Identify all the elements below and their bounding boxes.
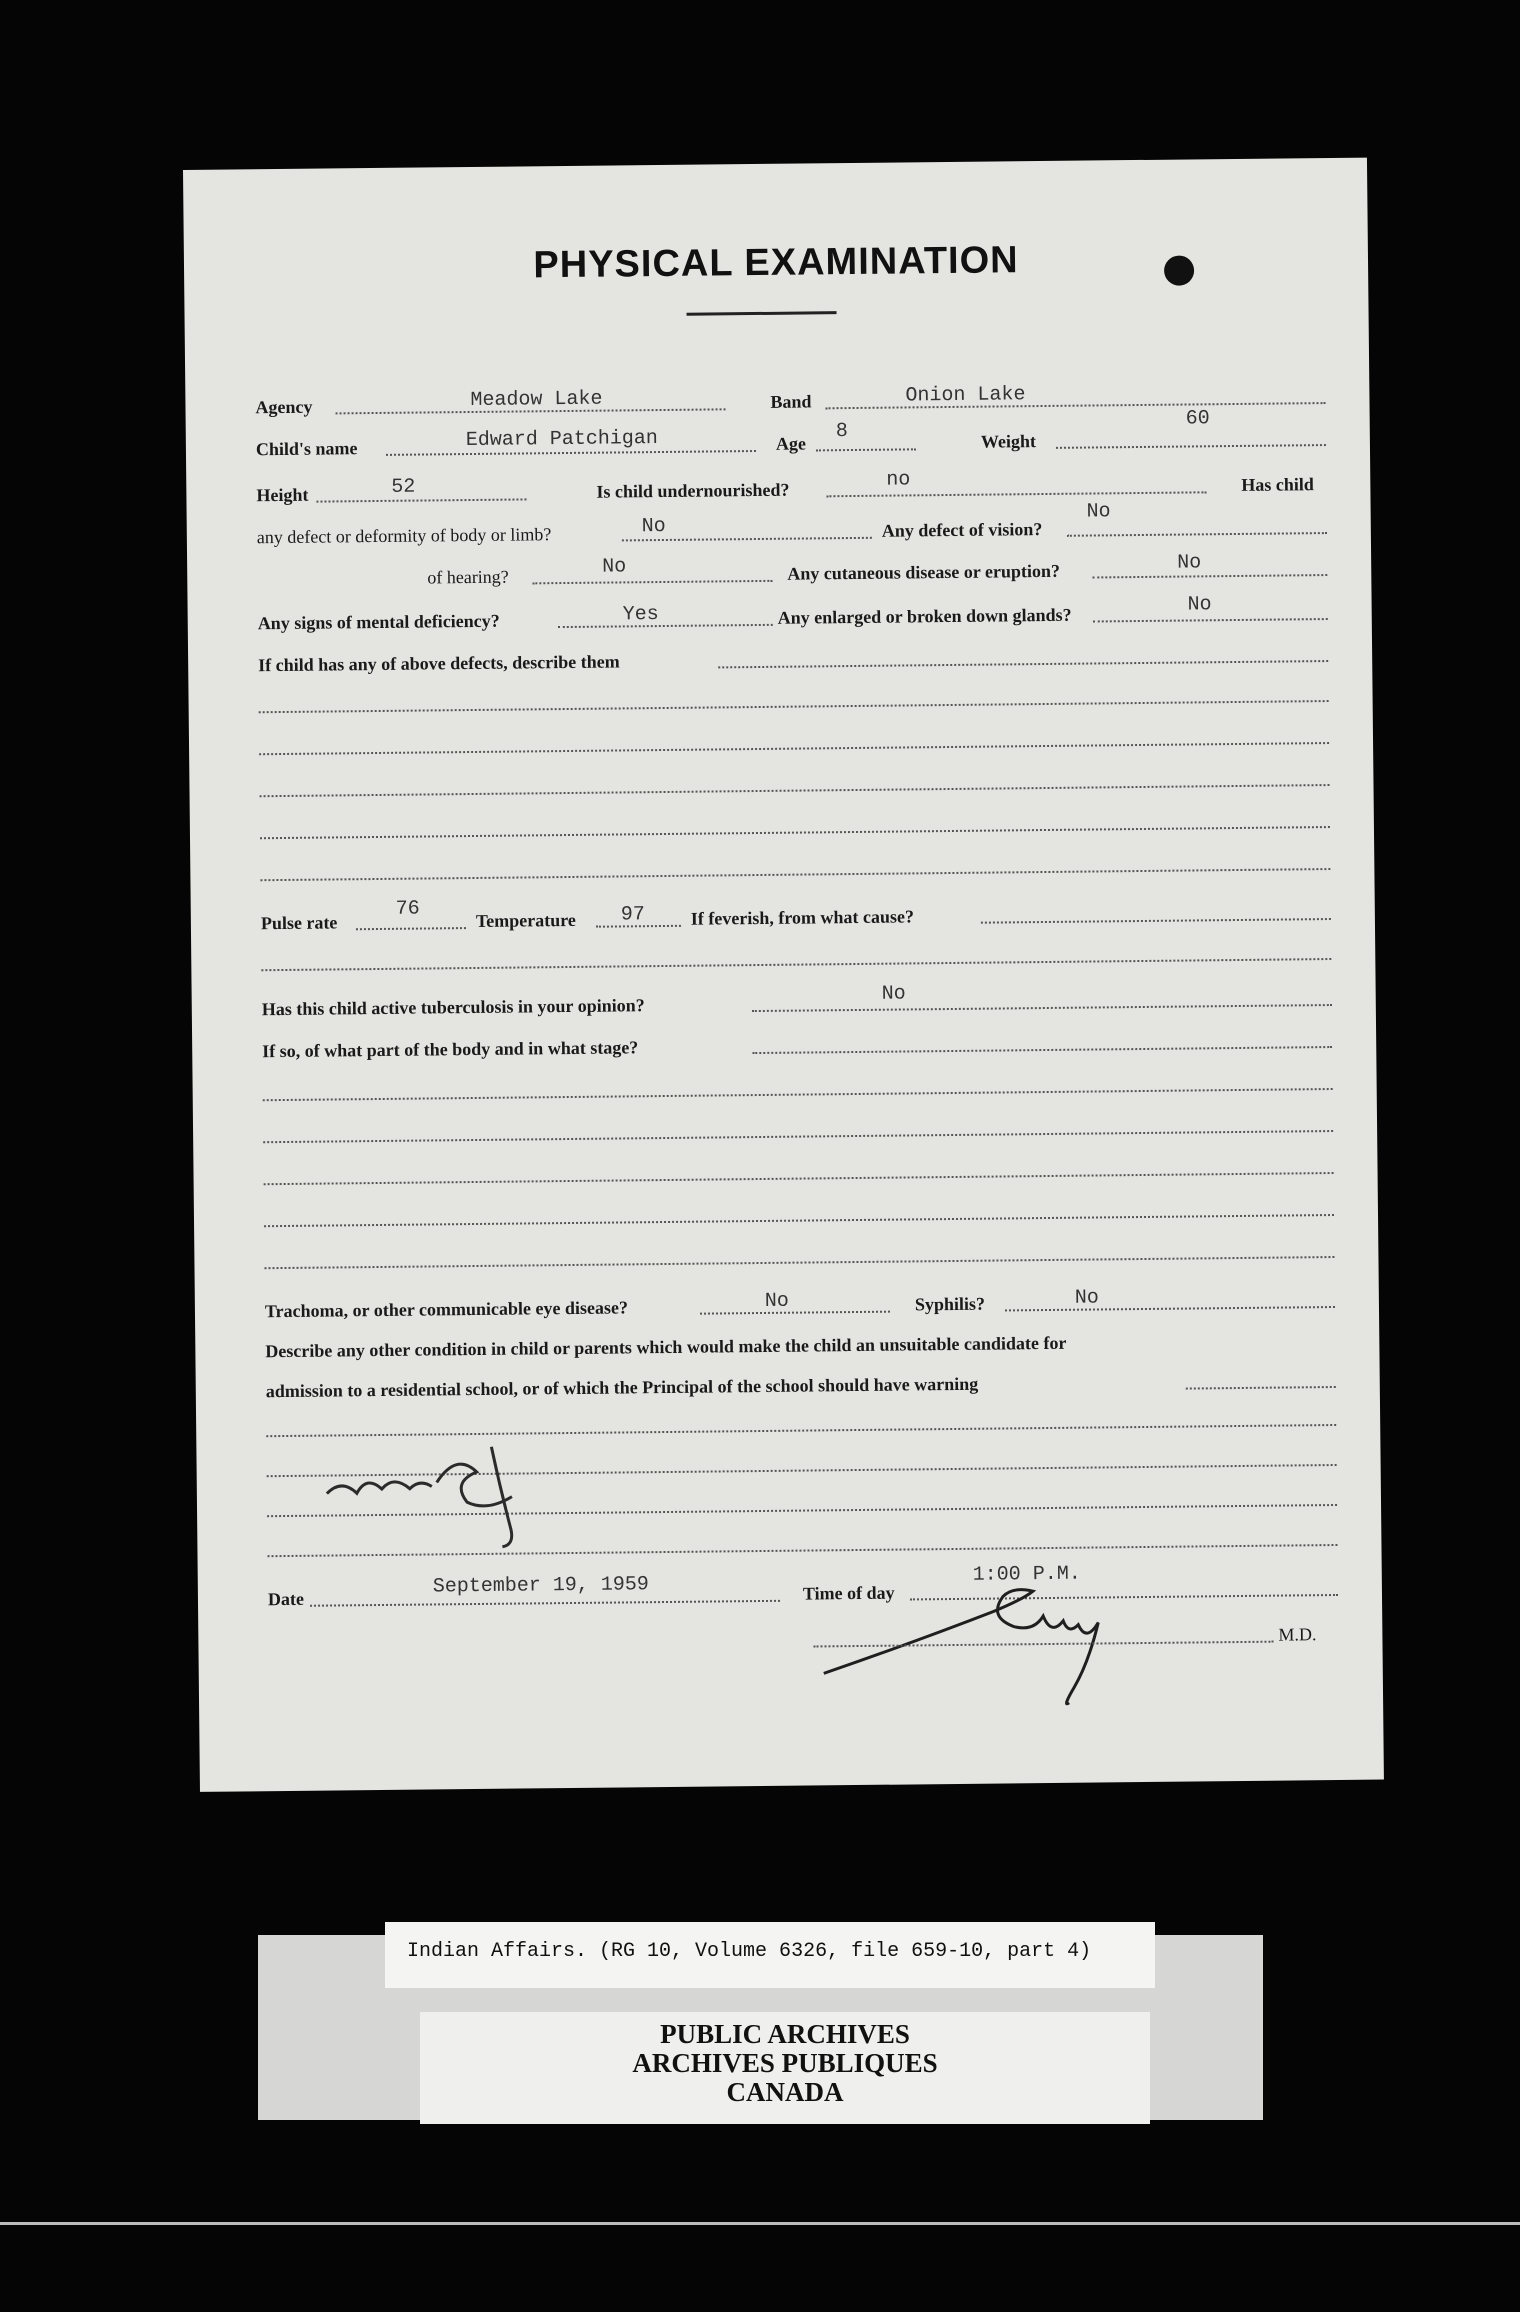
glands-value: No	[1187, 593, 1212, 617]
describe-line-3	[260, 784, 1330, 797]
vision-label: Any defect of vision?	[881, 519, 1043, 541]
cutaneous-line	[1092, 574, 1327, 578]
glands-line	[1093, 618, 1328, 622]
doctor-signature	[818, 1569, 1200, 1743]
pulse-line	[356, 927, 466, 930]
cutaneous-label: Any cutaneous disease or eruption?	[787, 560, 1061, 584]
age-value: 8	[835, 420, 848, 444]
tuberculosis-label: Has this child active tuberculosis in your opinion?	[261, 995, 645, 1020]
hearing-value: No	[602, 555, 627, 579]
stamp-line-3: CANADA	[726, 2077, 844, 2107]
tb-line-4	[264, 1214, 1334, 1227]
age-label: Age	[775, 433, 807, 454]
describe-defects-label: If child has any of above defects, describe them	[258, 651, 620, 676]
trachoma-line	[700, 1311, 890, 1315]
describe-line-4	[260, 826, 1330, 839]
agency-value: Meadow Lake	[470, 387, 603, 413]
height-label: Height	[256, 484, 309, 506]
form-page	[183, 158, 1384, 1792]
md-label: M.D.	[1278, 1624, 1317, 1645]
undernourished-line	[826, 491, 1206, 497]
describe-line-1	[259, 700, 1329, 713]
age-line	[816, 448, 916, 451]
initials-signature	[316, 1441, 577, 1554]
other-line-1	[266, 1424, 1336, 1437]
child-name-label: Child's name	[255, 438, 358, 460]
date-line	[310, 1600, 780, 1607]
form-title: PHYSICAL EXAMINATION	[533, 239, 1019, 287]
syphilis-label: Syphilis?	[914, 1293, 986, 1315]
time-value: 1:00 P.M.	[972, 1562, 1081, 1587]
band-label: Band	[770, 391, 812, 412]
other-line-0	[1186, 1386, 1336, 1390]
height-value: 52	[391, 475, 416, 499]
band-line	[826, 402, 1326, 409]
hearing-line	[532, 580, 772, 585]
undernourished-value: no	[886, 468, 911, 492]
mental-label: Any signs of mental deficiency?	[257, 610, 500, 634]
trachoma-value: No	[764, 1289, 790, 1313]
feverish-line-2	[261, 958, 1331, 971]
describe-line-0	[718, 660, 1328, 668]
temperature-value: 97	[620, 903, 645, 927]
film-edge-line	[0, 2222, 1520, 2225]
stamp-line-1: PUBLIC ARCHIVES	[660, 2019, 910, 2049]
tb-line-0	[752, 1046, 1332, 1054]
title-underline	[687, 311, 837, 316]
punch-hole	[1164, 255, 1194, 285]
deformity-label: any defect or deformity of body or limb?	[256, 524, 552, 548]
glands-label: Any enlarged or broken down glands?	[777, 604, 1072, 628]
weight-value: 60	[1185, 407, 1210, 431]
weight-label: Weight	[980, 431, 1037, 452]
time-label: Time of day	[802, 1582, 895, 1604]
syphilis-value: No	[1074, 1286, 1099, 1310]
agency-label: Agency	[255, 396, 313, 418]
other-condition-line-1: Describe any other condition in child or parents which would make the child an unsuitable candidate for	[265, 1332, 1067, 1362]
band-value: Onion Lake	[905, 383, 1026, 408]
date-label: Date	[267, 1588, 305, 1610]
stamp-line-2: ARCHIVES PUBLIQUES	[632, 2048, 938, 2078]
describe-line-2	[259, 742, 1329, 755]
has-child-label: Has child	[1241, 474, 1314, 495]
pulse-label: Pulse rate	[260, 912, 338, 934]
tb-line-3	[264, 1172, 1334, 1185]
trachoma-label: Trachoma, or other communicable eye disease?	[264, 1297, 628, 1322]
height-line	[316, 498, 526, 502]
tb-line-2	[263, 1130, 1333, 1143]
feverish-label: If feverish, from what cause?	[690, 906, 915, 929]
syphilis-line	[1005, 1306, 1335, 1311]
mental-line	[558, 624, 773, 628]
tb-line-5	[264, 1256, 1334, 1269]
date-value: September 19, 1959	[432, 1573, 650, 1599]
archive-reference: Indian Affairs. (RG 10, Volume 6326, file 659-10, part 4)	[407, 1940, 1092, 1963]
mental-value: Yes	[622, 603, 659, 627]
deformity-value: No	[641, 514, 666, 539]
pulse-value: 76	[395, 897, 420, 921]
archive-stamp	[420, 2012, 1150, 2124]
vision-line	[1067, 532, 1327, 537]
tb-line-1	[263, 1088, 1333, 1101]
other-condition-line-2: admission to a residential school, or of which the Principal of the school should have warning	[265, 1373, 979, 1402]
vision-value: No	[1086, 500, 1111, 524]
hearing-label: of hearing?	[427, 566, 509, 588]
tuberculosis-line	[752, 1004, 1332, 1012]
feverish-line	[981, 918, 1331, 924]
temperature-label: Temperature	[475, 909, 576, 931]
describe-line-5	[260, 868, 1330, 881]
undernourished-label: Is child undernourished?	[596, 479, 790, 502]
weight-line	[1056, 444, 1326, 449]
cutaneous-value: No	[1177, 551, 1202, 575]
tuberculosis-value: No	[881, 982, 906, 1006]
tb-stage-label: If so, of what part of the body and in what stage?	[262, 1037, 639, 1062]
child-name-value: Edward Patchigan	[465, 427, 658, 453]
